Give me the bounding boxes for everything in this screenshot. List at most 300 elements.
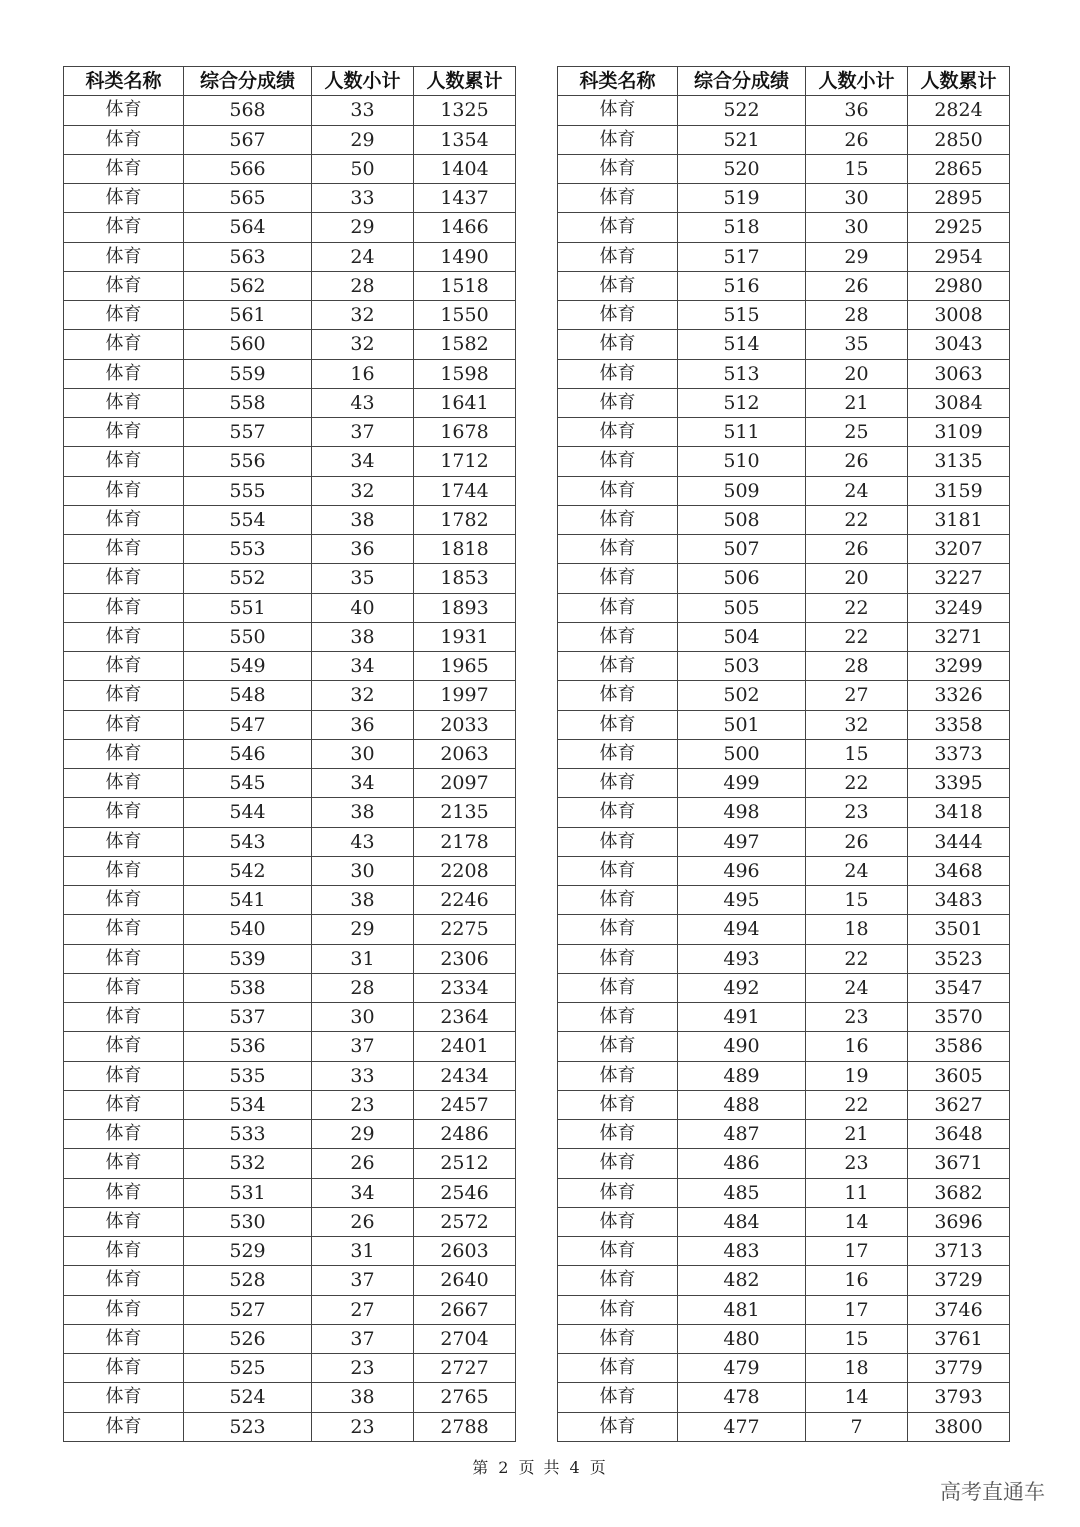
cell-category: 体育	[558, 622, 678, 651]
cell-category: 体育	[64, 1090, 184, 1119]
table-row	[558, 1120, 1010, 1149]
cell-score: 530	[184, 1207, 312, 1236]
cell-cumulative: 3570	[908, 1003, 1010, 1032]
table-row	[64, 1090, 516, 1119]
cell-cumulative: 3181	[908, 505, 1010, 534]
cell-cumulative: 2667	[414, 1295, 516, 1324]
cell-cumulative: 3395	[908, 769, 1010, 798]
table-row	[558, 622, 1010, 651]
cell-cumulative: 3207	[908, 535, 1010, 564]
cell-cumulative: 3468	[908, 856, 1010, 885]
cell-score: 484	[678, 1207, 806, 1236]
cell-count: 35	[312, 564, 414, 593]
cell-cumulative: 2246	[414, 886, 516, 915]
table-row	[558, 1149, 1010, 1178]
cell-count: 37	[312, 1266, 414, 1295]
cell-category: 体育	[558, 301, 678, 330]
cell-cumulative: 2434	[414, 1061, 516, 1090]
cell-cumulative: 2364	[414, 1003, 516, 1032]
cell-cumulative: 3483	[908, 886, 1010, 915]
cell-cumulative: 3299	[908, 652, 1010, 681]
cell-cumulative: 3135	[908, 447, 1010, 476]
cell-count: 38	[312, 886, 414, 915]
cell-cumulative: 3109	[908, 418, 1010, 447]
cell-category: 体育	[64, 1383, 184, 1412]
cell-score: 508	[678, 505, 806, 534]
cell-count: 29	[312, 1120, 414, 1149]
cell-score: 536	[184, 1032, 312, 1061]
cell-category: 体育	[64, 447, 184, 476]
cell-count: 16	[312, 359, 414, 388]
cell-category: 体育	[64, 827, 184, 856]
cell-category: 体育	[558, 1237, 678, 1266]
cell-score: 506	[678, 564, 806, 593]
cell-cumulative: 3271	[908, 622, 1010, 651]
cell-category: 体育	[64, 739, 184, 768]
cell-cumulative: 1818	[414, 535, 516, 564]
cell-cumulative: 3627	[908, 1090, 1010, 1119]
cell-cumulative: 3682	[908, 1178, 1010, 1207]
cell-category: 体育	[558, 125, 678, 154]
table-row	[64, 1295, 516, 1324]
table-row	[64, 271, 516, 300]
cell-cumulative: 2980	[908, 271, 1010, 300]
cell-count: 36	[312, 535, 414, 564]
cell-cumulative: 1582	[414, 330, 516, 359]
table-row	[64, 652, 516, 681]
cell-cumulative: 3800	[908, 1412, 1010, 1441]
footer-prefix: 第	[472, 1458, 491, 1477]
cell-score: 541	[184, 886, 312, 915]
cell-count: 33	[312, 184, 414, 213]
table-row	[558, 886, 1010, 915]
cell-category: 体育	[64, 1061, 184, 1090]
cell-cumulative: 2063	[414, 739, 516, 768]
cell-count: 37	[312, 1032, 414, 1061]
footer-total-pages: 4	[569, 1458, 582, 1477]
cell-category: 体育	[558, 535, 678, 564]
cell-category: 体育	[558, 1354, 678, 1383]
table-row	[64, 213, 516, 242]
table-row	[558, 535, 1010, 564]
table-row	[558, 154, 1010, 183]
cell-cumulative: 1931	[414, 622, 516, 651]
table-row	[558, 388, 1010, 417]
table-row	[558, 1383, 1010, 1412]
cell-category: 体育	[64, 915, 184, 944]
cell-score: 494	[678, 915, 806, 944]
cell-count: 26	[312, 1149, 414, 1178]
cell-cumulative: 2401	[414, 1032, 516, 1061]
cell-cumulative: 1782	[414, 505, 516, 534]
cell-count: 24	[806, 973, 908, 1002]
cell-cumulative: 1490	[414, 242, 516, 271]
table-row	[64, 388, 516, 417]
cell-count: 28	[806, 652, 908, 681]
cell-score: 505	[678, 593, 806, 622]
cell-category: 体育	[558, 1003, 678, 1032]
cell-category: 体育	[64, 1295, 184, 1324]
cell-score: 539	[184, 944, 312, 973]
table-row	[64, 886, 516, 915]
cell-cumulative: 1965	[414, 652, 516, 681]
cell-category: 体育	[558, 886, 678, 915]
cell-count: 23	[312, 1090, 414, 1119]
cell-cumulative: 3793	[908, 1383, 1010, 1412]
table-row	[558, 447, 1010, 476]
cell-score: 554	[184, 505, 312, 534]
cell-category: 体育	[558, 418, 678, 447]
table-row	[558, 184, 1010, 213]
cell-category: 体育	[558, 271, 678, 300]
cell-count: 26	[806, 447, 908, 476]
cell-score: 528	[184, 1266, 312, 1295]
cell-cumulative: 3063	[908, 359, 1010, 388]
table-row	[558, 1412, 1010, 1441]
cell-category: 体育	[558, 681, 678, 710]
table-row	[64, 96, 516, 125]
cell-category: 体育	[64, 798, 184, 827]
cell-count: 15	[806, 886, 908, 915]
cell-cumulative: 1712	[414, 447, 516, 476]
cell-score: 492	[678, 973, 806, 1002]
cell-category: 体育	[64, 710, 184, 739]
cell-cumulative: 3326	[908, 681, 1010, 710]
cell-count: 26	[806, 271, 908, 300]
cell-score: 557	[184, 418, 312, 447]
cell-cumulative: 3779	[908, 1354, 1010, 1383]
header-score: 综合分成绩	[678, 67, 806, 96]
cell-category: 体育	[64, 476, 184, 505]
table-row	[558, 418, 1010, 447]
cell-count: 20	[806, 564, 908, 593]
cell-category: 体育	[64, 1266, 184, 1295]
cell-score: 525	[184, 1354, 312, 1383]
cell-count: 26	[312, 1207, 414, 1236]
cell-category: 体育	[558, 1120, 678, 1149]
cell-score: 566	[184, 154, 312, 183]
cell-count: 14	[806, 1383, 908, 1412]
cell-category: 体育	[558, 1090, 678, 1119]
cell-category: 体育	[64, 359, 184, 388]
header-count: 人数小计	[806, 67, 908, 96]
table-row	[64, 1003, 516, 1032]
table-row	[64, 1120, 516, 1149]
cell-count: 34	[312, 652, 414, 681]
cell-score: 515	[678, 301, 806, 330]
table-row	[558, 301, 1010, 330]
cell-cumulative: 2178	[414, 827, 516, 856]
cell-category: 体育	[558, 184, 678, 213]
table-row	[64, 1032, 516, 1061]
cell-score: 553	[184, 535, 312, 564]
table-row	[64, 1207, 516, 1236]
table-row	[64, 154, 516, 183]
cell-category: 体育	[558, 739, 678, 768]
cell-score: 489	[678, 1061, 806, 1090]
cell-count: 22	[806, 944, 908, 973]
table-row	[64, 856, 516, 885]
cell-score: 509	[678, 476, 806, 505]
table-row	[64, 681, 516, 710]
cell-category: 体育	[558, 1149, 678, 1178]
cell-category: 体育	[558, 1207, 678, 1236]
table-row	[64, 1149, 516, 1178]
table-row	[64, 973, 516, 1002]
cell-category: 体育	[64, 886, 184, 915]
cell-count: 22	[806, 505, 908, 534]
cell-score: 501	[678, 710, 806, 739]
table-row	[558, 593, 1010, 622]
cell-score: 551	[184, 593, 312, 622]
cell-score: 517	[678, 242, 806, 271]
cell-count: 38	[312, 622, 414, 651]
cell-cumulative: 1997	[414, 681, 516, 710]
cell-count: 23	[312, 1412, 414, 1441]
cell-cumulative: 2486	[414, 1120, 516, 1149]
cell-category: 体育	[64, 418, 184, 447]
cell-cumulative: 2033	[414, 710, 516, 739]
table-row	[64, 359, 516, 388]
cell-category: 体育	[64, 652, 184, 681]
cell-count: 15	[806, 154, 908, 183]
cell-category: 体育	[64, 1412, 184, 1441]
cell-cumulative: 1893	[414, 593, 516, 622]
cell-score: 529	[184, 1237, 312, 1266]
cell-score: 562	[184, 271, 312, 300]
table-row	[64, 564, 516, 593]
cell-count: 30	[312, 856, 414, 885]
cell-count: 30	[312, 1003, 414, 1032]
cell-category: 体育	[558, 1383, 678, 1412]
table-row	[558, 827, 1010, 856]
cell-category: 体育	[64, 1354, 184, 1383]
table-row	[64, 301, 516, 330]
cell-cumulative: 3373	[908, 739, 1010, 768]
table-row	[558, 1237, 1010, 1266]
cell-score: 522	[678, 96, 806, 125]
cell-count: 7	[806, 1412, 908, 1441]
table-row	[64, 915, 516, 944]
cell-score: 500	[678, 739, 806, 768]
cell-score: 478	[678, 1383, 806, 1412]
cell-cumulative: 1641	[414, 388, 516, 417]
cell-cumulative: 3249	[908, 593, 1010, 622]
cell-cumulative: 1437	[414, 184, 516, 213]
cell-count: 19	[806, 1061, 908, 1090]
cell-score: 544	[184, 798, 312, 827]
cell-score: 527	[184, 1295, 312, 1324]
cell-count: 33	[312, 96, 414, 125]
table-row	[64, 125, 516, 154]
cell-cumulative: 3358	[908, 710, 1010, 739]
cell-score: 511	[678, 418, 806, 447]
cell-score: 568	[184, 96, 312, 125]
cell-category: 体育	[558, 447, 678, 476]
cell-score: 490	[678, 1032, 806, 1061]
cell-score: 486	[678, 1149, 806, 1178]
cell-score: 513	[678, 359, 806, 388]
cell-category: 体育	[64, 1120, 184, 1149]
cell-score: 545	[184, 769, 312, 798]
cell-category: 体育	[64, 973, 184, 1002]
cell-cumulative: 2097	[414, 769, 516, 798]
cell-count: 38	[312, 1383, 414, 1412]
table-row	[558, 710, 1010, 739]
cell-count: 29	[312, 213, 414, 242]
cell-category: 体育	[64, 125, 184, 154]
cell-count: 21	[806, 1120, 908, 1149]
cell-category: 体育	[558, 1295, 678, 1324]
cell-count: 29	[806, 242, 908, 271]
cell-cumulative: 3713	[908, 1237, 1010, 1266]
table-row	[558, 1090, 1010, 1119]
table-row	[558, 652, 1010, 681]
footer-middle: 页 共	[518, 1458, 562, 1477]
cell-score: 480	[678, 1324, 806, 1353]
cell-count: 32	[806, 710, 908, 739]
cell-category: 体育	[64, 681, 184, 710]
cell-cumulative: 2457	[414, 1090, 516, 1119]
cell-score: 542	[184, 856, 312, 885]
cell-score: 482	[678, 1266, 806, 1295]
cell-cumulative: 3729	[908, 1266, 1010, 1295]
cell-score: 555	[184, 476, 312, 505]
cell-category: 体育	[64, 856, 184, 885]
cell-cumulative: 1466	[414, 213, 516, 242]
cell-category: 体育	[64, 1149, 184, 1178]
cell-cumulative: 2306	[414, 944, 516, 973]
cell-score: 531	[184, 1178, 312, 1207]
cell-category: 体育	[64, 96, 184, 125]
cell-score: 534	[184, 1090, 312, 1119]
table-row	[558, 505, 1010, 534]
cell-category: 体育	[558, 1266, 678, 1295]
cell-score: 548	[184, 681, 312, 710]
cell-cumulative: 3648	[908, 1120, 1010, 1149]
cell-count: 22	[806, 593, 908, 622]
cell-category: 体育	[64, 330, 184, 359]
cell-category: 体育	[558, 944, 678, 973]
table-row	[64, 622, 516, 651]
cell-cumulative: 3008	[908, 301, 1010, 330]
cell-cumulative: 1853	[414, 564, 516, 593]
cell-count: 18	[806, 1354, 908, 1383]
table-header-row	[64, 67, 516, 96]
cell-cumulative: 2603	[414, 1237, 516, 1266]
cell-cumulative: 2765	[414, 1383, 516, 1412]
cell-cumulative: 3586	[908, 1032, 1010, 1061]
cell-score: 497	[678, 827, 806, 856]
table-row	[64, 944, 516, 973]
table-row	[558, 330, 1010, 359]
cell-cumulative: 3501	[908, 915, 1010, 944]
cell-score: 518	[678, 213, 806, 242]
cell-cumulative: 1678	[414, 418, 516, 447]
cell-cumulative: 3227	[908, 564, 1010, 593]
score-table-right	[557, 66, 1010, 1442]
cell-count: 32	[312, 681, 414, 710]
footer-page-number: 2	[498, 1458, 511, 1477]
cell-cumulative: 1354	[414, 125, 516, 154]
cell-count: 34	[312, 769, 414, 798]
cell-cumulative: 2208	[414, 856, 516, 885]
cell-score: 477	[678, 1412, 806, 1441]
score-table-left	[63, 66, 516, 1442]
cell-category: 体育	[64, 593, 184, 622]
table-row	[64, 739, 516, 768]
cell-score: 559	[184, 359, 312, 388]
cell-score: 516	[678, 271, 806, 300]
cell-count: 34	[312, 447, 414, 476]
cell-score: 488	[678, 1090, 806, 1119]
table-body-right	[558, 96, 1010, 1442]
cell-cumulative: 3418	[908, 798, 1010, 827]
cell-score: 565	[184, 184, 312, 213]
cell-cumulative: 2895	[908, 184, 1010, 213]
table-row	[64, 1324, 516, 1353]
cell-count: 30	[806, 213, 908, 242]
cell-score: 524	[184, 1383, 312, 1412]
cell-cumulative: 2334	[414, 973, 516, 1002]
cell-score: 560	[184, 330, 312, 359]
cell-category: 体育	[64, 184, 184, 213]
cell-score: 503	[678, 652, 806, 681]
table-row	[558, 271, 1010, 300]
cell-category: 体育	[64, 271, 184, 300]
cell-category: 体育	[558, 330, 678, 359]
cell-cumulative: 3084	[908, 388, 1010, 417]
page-footer	[0, 1455, 1080, 1478]
cell-count: 35	[806, 330, 908, 359]
cell-cumulative: 2704	[414, 1324, 516, 1353]
header-category: 科类名称	[64, 67, 184, 96]
table-row	[64, 330, 516, 359]
footer-suffix: 页	[589, 1458, 608, 1477]
cell-score: 535	[184, 1061, 312, 1090]
cell-cumulative: 3159	[908, 476, 1010, 505]
header-category: 科类名称	[558, 67, 678, 96]
table-row	[64, 505, 516, 534]
table-row	[558, 944, 1010, 973]
cell-score: 512	[678, 388, 806, 417]
cell-cumulative: 3547	[908, 973, 1010, 1002]
cell-score: 520	[678, 154, 806, 183]
cell-category: 体育	[558, 359, 678, 388]
cell-category: 体育	[64, 213, 184, 242]
cell-count: 23	[312, 1354, 414, 1383]
cell-category: 体育	[64, 1324, 184, 1353]
table-row	[558, 798, 1010, 827]
cell-count: 18	[806, 915, 908, 944]
cell-cumulative: 2954	[908, 242, 1010, 271]
table-row	[558, 739, 1010, 768]
table-row	[558, 915, 1010, 944]
cell-category: 体育	[558, 827, 678, 856]
cell-score: 487	[678, 1120, 806, 1149]
cell-count: 17	[806, 1295, 908, 1324]
table-row	[558, 1324, 1010, 1353]
table-row	[558, 564, 1010, 593]
cell-score: 502	[678, 681, 806, 710]
cell-category: 体育	[558, 1032, 678, 1061]
cell-count: 37	[312, 418, 414, 447]
cell-category: 体育	[64, 622, 184, 651]
table-row	[64, 1061, 516, 1090]
cell-category: 体育	[64, 154, 184, 183]
cell-category: 体育	[558, 564, 678, 593]
watermark: 高考直通车	[940, 1480, 1045, 1504]
